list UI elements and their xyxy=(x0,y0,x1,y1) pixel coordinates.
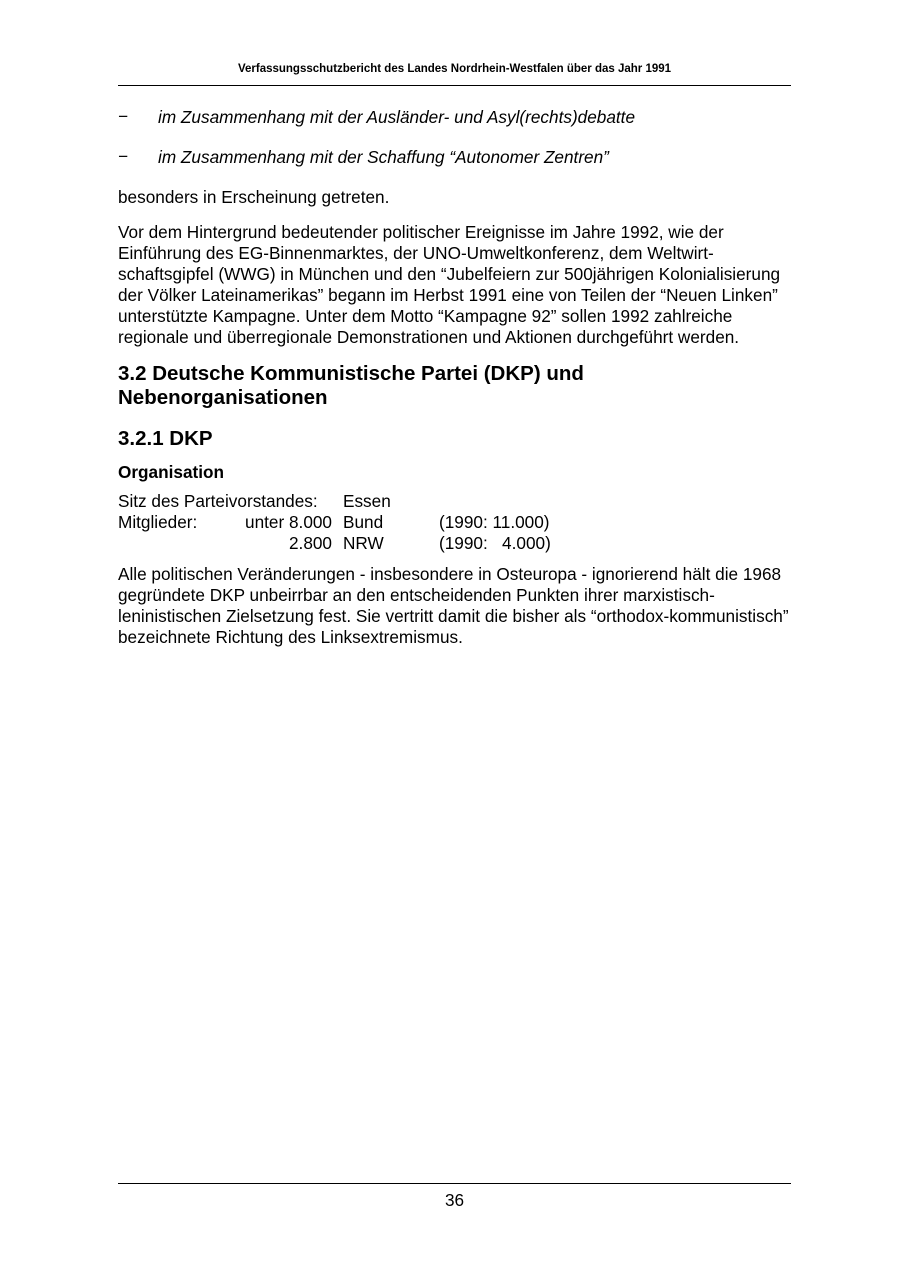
members-prior-year: (1990: 4.000) xyxy=(439,533,551,553)
body-paragraph: besonders in Erscheinung getreten. xyxy=(118,187,390,207)
running-header: Verfassungsschutzbericht des Landes Nordrhein-Westfalen über das Jahr 1991 xyxy=(237,63,672,75)
page-number: 36 xyxy=(444,1190,465,1210)
members-count: 2.800 xyxy=(288,533,332,553)
members-count: unter 8.000 xyxy=(245,512,332,532)
members-prior-year: (1990: 11.000) xyxy=(439,512,550,532)
footer-rule xyxy=(118,1183,791,1184)
members-scope: NRW xyxy=(343,533,384,553)
dash-list-item xyxy=(118,147,791,168)
organisation-heading: Organisation xyxy=(118,462,225,482)
subsection-heading: 3.2.1 DKP xyxy=(118,427,213,450)
dash-item-text: im Zusammenhang mit der Schaffung “Autonomer Zentren” xyxy=(158,147,609,167)
seat-label: Sitz des Parteivorstandes: xyxy=(118,491,318,511)
body-paragraph: Vor dem Hintergrund bedeutender politischer Ereignisse im Jahre 1992, wie der Einführung des EG-Binnenmarktes, der UNO-Umweltkonferenz, dem Weltwirtschaftsgipfel (WWG) in München und den “Jubelfeiern zur 500jährigen Kolonialisierung der Völker Lateinamerikas” begann im Herbst 1991 eine von Teilen der “Neuen Linken” unterstützte Kampagne. Unter dem Motto “Kampagne 92” sollen 1992 zahlreiche regionale und überregionale Demonstrationen und Aktionen durchgeführt werden. xyxy=(118,222,781,347)
dash-bullet: − xyxy=(118,146,129,166)
organisation-table xyxy=(118,491,791,554)
seat-value: Essen xyxy=(343,491,391,511)
members-scope: Bund xyxy=(343,512,384,532)
main-content xyxy=(118,107,791,662)
dash-list-item xyxy=(118,107,791,128)
section-heading: 3.2 Deutsche Kommunistische Partei (DKP) und Nebenorganisationen xyxy=(118,362,584,409)
dash-item-text: im Zusammenhang mit der Ausländer- und Asyl(rechts)debatte xyxy=(158,107,636,127)
members-label: Mitglieder: xyxy=(118,512,198,532)
header-rule xyxy=(118,85,791,86)
body-paragraph: Alle politischen Veränderungen - insbesondere in Osteuropa - ignorierend hält die 1968 gegründete DKP unbeirrbar an den entscheidenden Punkten ihrer marxistisch-leninistischen Zielsetzung fest. Sie vertritt damit die bisher als “orthodox-kommunistisch” bezeichnete Richtung des Linksextremismus. xyxy=(118,564,789,647)
dash-bullet: − xyxy=(118,106,129,126)
